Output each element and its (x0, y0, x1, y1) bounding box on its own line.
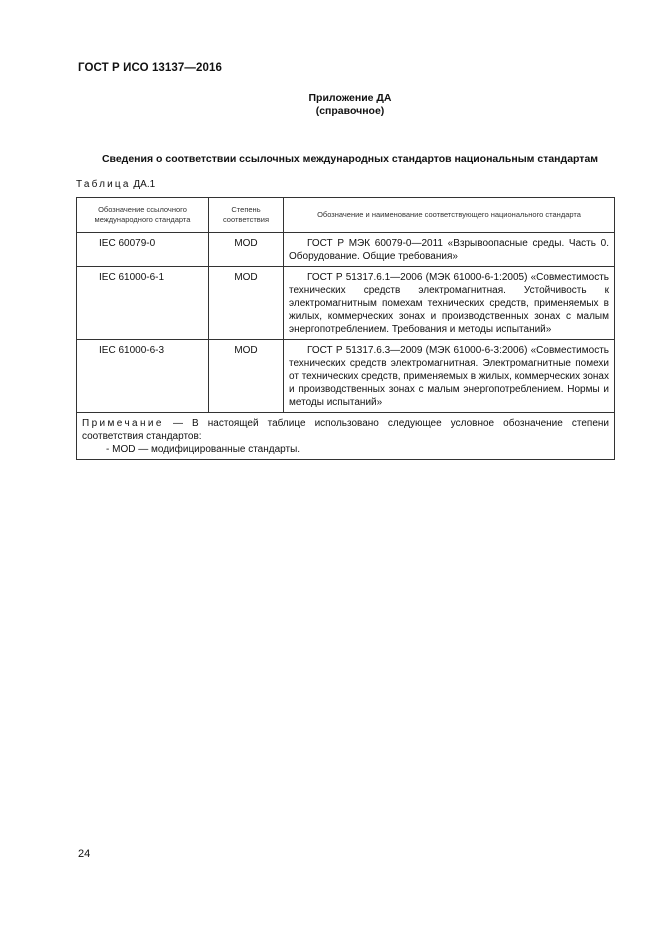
cell-national: ГОСТ Р 51317.6.3—2009 (МЭК 61000-6-3:2006) «Совместимость технических средств электромагнитная. Электромагнитные помехи от технических средств, применяемых в жилых, коммерческих зонах и производственных зонах с малым энергопотреблением. Нормы и методы испытаний» (284, 340, 615, 413)
header-reference-standard: Обозначение ссылочного международного стандарта (77, 198, 209, 233)
table-note (77, 413, 615, 460)
table-label (76, 179, 155, 190)
appendix-heading (0, 92, 661, 118)
cell-reference: IEC 61000-6-1 (77, 267, 209, 340)
cell-national: ГОСТ Р 51317.6.1—2006 (МЭК 61000-6-1:2005) «Совместимость технических средств электромагнитная. Устойчивость к электромагнитным помехам технических средств, применяемых в жилых, коммерческих зонах и производственных зонах с малым энергопотреблением. Требования и методы испытаний» (284, 267, 615, 340)
appendix-kind: (справочное) (315, 105, 385, 117)
header-degree: Степень соответствия (209, 198, 284, 233)
table-label-number: ДА.1 (133, 179, 156, 190)
table-row (77, 340, 615, 413)
cell-national: ГОСТ Р МЭК 60079-0—2011 «Взрывоопасные среды. Часть 0. Оборудование. Общие требования» (284, 233, 615, 267)
table-note-row (77, 413, 615, 460)
table-label-word: Таблица (76, 179, 131, 190)
note-label: Примечание (82, 418, 164, 429)
header-national-standard: Обозначение и наименование соответствующего национального стандарта (284, 198, 615, 233)
cell-degree: MOD (209, 233, 284, 267)
note-item: - MOD — модифицированные стандарты. (106, 444, 301, 455)
table-header-row (77, 198, 615, 233)
appendix-title: Приложение ДА (308, 92, 392, 104)
section-title: Сведения о соответствии ссылочных международных стандартов национальным стандартам (101, 153, 599, 165)
standard-designation: ГОСТ Р ИСО 13137—2016 (78, 62, 223, 74)
table-row (77, 267, 615, 340)
cell-degree: MOD (209, 267, 284, 340)
cell-reference: IEC 60079-0 (77, 233, 209, 267)
cell-reference: IEC 61000-6-3 (77, 340, 209, 413)
table-row (77, 233, 615, 267)
correspondence-table (76, 197, 615, 460)
note-text: — В настоящей таблице использовано следующее условное обозначение степени соответствия стандартов: (82, 418, 609, 442)
page-number: 24 (78, 848, 91, 860)
cell-degree: MOD (209, 340, 284, 413)
